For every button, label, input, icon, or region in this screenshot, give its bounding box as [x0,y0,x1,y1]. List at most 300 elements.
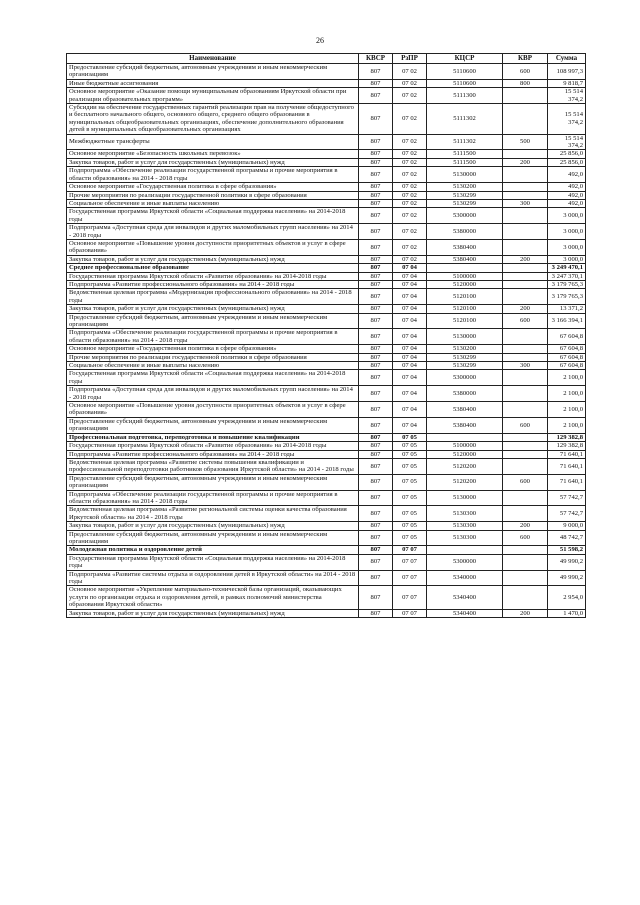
cell-kvsr: 807 [359,167,393,183]
header-name: Наименование [67,54,359,64]
table-row [67,313,586,329]
cell-kvr: 200 [503,609,548,617]
cell-kvr: 600 [503,64,548,80]
cell-name: Подпрограмма «Обеспечение реализации государственной программы и прочие мероприятия в области образования» на 2014 - 2018 годы [67,490,359,506]
cell-sum: 67 604,8 [548,345,586,353]
cell-kcsr: 5110600 [427,79,503,87]
cell-kcsr: 5120200 [427,458,503,474]
cell-sum: 25 856,0 [548,158,586,166]
cell-sum: 1 470,0 [548,609,586,617]
cell-rzpr: 07 02 [393,199,427,207]
table-row [67,88,586,104]
cell-sum: 3 247 370,1 [548,272,586,280]
cell-kvsr: 807 [359,570,393,586]
cell-kcsr: 5111500 [427,150,503,158]
cell-kvsr: 807 [359,386,393,402]
cell-sum: 57 742,7 [548,506,586,522]
cell-kcsr: 5100000 [427,272,503,280]
cell-kvsr: 807 [359,224,393,240]
cell-name: Государственная программа Иркутской области «Социальная поддержка населения» на 2014-2018 годы [67,208,359,224]
cell-kcsr: 5130299 [427,362,503,370]
cell-kvr [503,289,548,305]
cell-kcsr: 5380400 [427,255,503,263]
cell-rzpr: 07 04 [393,353,427,361]
cell-rzpr: 07 02 [393,88,427,104]
table-row [67,433,586,441]
cell-kvsr: 807 [359,490,393,506]
cell-kvr [503,345,548,353]
cell-sum: 3 179 765,3 [548,280,586,288]
table-row [67,442,586,450]
cell-name: Молодежная политика и оздоровление детей [67,546,359,554]
cell-kvr [503,88,548,104]
cell-name: Профессиональная подготовка, переподготовка и повышение квалификации [67,433,359,441]
cell-kvr [503,208,548,224]
cell-kvsr: 807 [359,239,393,255]
cell-name: Основное мероприятие «Повышение уровня доступности приоритетных объектов и услуг в сфере образования» [67,402,359,418]
cell-rzpr: 07 04 [393,272,427,280]
cell-kvr [503,224,548,240]
cell-rzpr: 07 05 [393,474,427,490]
cell-rzpr: 07 05 [393,450,427,458]
cell-kvsr: 807 [359,150,393,158]
cell-kvsr: 807 [359,183,393,191]
table-row [67,239,586,255]
cell-kcsr: 5130299 [427,191,503,199]
cell-name: Закупка товаров, работ и услуг для государственных (муниципальных) нужд [67,158,359,166]
cell-sum: 3 000,0 [548,255,586,263]
table-row [67,474,586,490]
cell-kvsr: 807 [359,609,393,617]
cell-name: Ведомственная целевая программа «Развитие системы повышения квалификации и профессиональной переподготовки работников образования Иркутской области» на 2014 - 2018 годы [67,458,359,474]
cell-kcsr: 5380000 [427,224,503,240]
cell-kvsr: 807 [359,442,393,450]
cell-name: Прочие мероприятия по реализации государственной политики в сфере образования [67,191,359,199]
cell-kvsr: 807 [359,313,393,329]
table-row [67,554,586,570]
cell-name: Предоставление субсидий бюджетным, автономным учреждениям и иным некоммерческим организациям [67,530,359,546]
cell-kvr [503,264,548,272]
page-number: 26 [316,36,324,45]
cell-sum: 2 100,0 [548,402,586,418]
cell-kvr [503,280,548,288]
cell-rzpr: 07 04 [393,305,427,313]
table-row [67,183,586,191]
cell-rzpr: 07 02 [393,255,427,263]
cell-rzpr: 07 04 [393,362,427,370]
cell-name: Подпрограмма «Обеспечение реализации государственной программы и прочие мероприятия в области образования» на 2014 - 2018 годы [67,329,359,345]
cell-rzpr: 07 07 [393,586,427,609]
cell-rzpr: 07 04 [393,345,427,353]
cell-kcsr: 5300000 [427,208,503,224]
cell-kvr [503,450,548,458]
cell-name: Ведомственная целевая программа «Развитие региональной системы оценки качества образования Иркутской области» на 2014 - 2018 годы [67,506,359,522]
cell-sum: 71 640,1 [548,474,586,490]
table-row [67,546,586,554]
cell-sum: 3 249 470,1 [548,264,586,272]
cell-kvsr: 807 [359,554,393,570]
cell-name: Предоставление субсидий бюджетным, автономным учреждениям и иным некоммерческим организациям [67,474,359,490]
cell-kvsr: 807 [359,402,393,418]
cell-sum: 15 514 374,2 [548,104,586,135]
cell-kcsr: 5130300 [427,506,503,522]
cell-rzpr: 07 04 [393,313,427,329]
cell-sum: 15 514 374,2 [548,88,586,104]
cell-kcsr: 5130300 [427,522,503,530]
cell-kvr: 600 [503,417,548,433]
cell-kvsr: 807 [359,458,393,474]
cell-kcsr: 5300000 [427,370,503,386]
cell-sum: 48 742,7 [548,530,586,546]
cell-kvr [503,554,548,570]
cell-sum: 2 100,0 [548,370,586,386]
cell-name: Среднее профессиональное образование [67,264,359,272]
table-row [67,402,586,418]
table-row [67,264,586,272]
cell-kvr: 600 [503,530,548,546]
cell-sum: 3 166 394,1 [548,313,586,329]
table-row [67,208,586,224]
cell-sum: 3 000,0 [548,208,586,224]
cell-name: Предоставление субсидий бюджетным, автономным учреждениям и иным некоммерческим организациям [67,313,359,329]
cell-kvr [503,191,548,199]
cell-kcsr: 5300000 [427,554,503,570]
table-row [67,370,586,386]
cell-rzpr: 07 02 [393,134,427,150]
cell-sum: 2 100,0 [548,417,586,433]
cell-kvsr: 807 [359,546,393,554]
cell-kcsr: 5130200 [427,345,503,353]
cell-rzpr: 07 02 [393,64,427,80]
table-header-row [67,54,586,64]
cell-kcsr: 5340400 [427,609,503,617]
cell-kvsr: 807 [359,362,393,370]
cell-kvsr: 807 [359,79,393,87]
cell-kvr [503,104,548,135]
cell-kvsr: 807 [359,506,393,522]
cell-name: Государственная программа Иркутской области «Развитие образования» на 2014-2018 годы [67,272,359,280]
cell-name: Подпрограмма «Доступная среда для инвалидов и других маломобильных групп населения» на 2014 - 2018 годы [67,224,359,240]
cell-rzpr: 07 02 [393,167,427,183]
table-row [67,345,586,353]
cell-kvr [503,546,548,554]
cell-kvr [503,167,548,183]
table-row [67,362,586,370]
cell-kcsr: 5120000 [427,450,503,458]
cell-kvr [503,586,548,609]
cell-rzpr: 07 05 [393,458,427,474]
table-row [67,104,586,135]
cell-sum: 2 100,0 [548,386,586,402]
cell-kvsr: 807 [359,474,393,490]
cell-sum: 492,0 [548,191,586,199]
cell-rzpr: 07 04 [393,264,427,272]
cell-kvr: 500 [503,134,548,150]
cell-kcsr: 5380000 [427,386,503,402]
cell-kvr: 200 [503,158,548,166]
table-row [67,586,586,609]
cell-sum: 13 371,2 [548,305,586,313]
cell-kvsr: 807 [359,134,393,150]
cell-name: Подпрограмма «Развитие профессионального образования» на 2014 - 2018 годы [67,280,359,288]
cell-kvr [503,239,548,255]
cell-kvsr: 807 [359,104,393,135]
cell-name: Прочие мероприятия по реализации государственной политики в сфере образования [67,353,359,361]
cell-kcsr: 5111302 [427,104,503,135]
cell-kcsr: 5120100 [427,313,503,329]
table-row [67,386,586,402]
cell-sum: 3 179 765,3 [548,289,586,305]
cell-rzpr: 07 02 [393,104,427,135]
cell-rzpr: 07 04 [393,329,427,345]
cell-name: Подпрограмма «Доступная среда для инвалидов и других маломобильных групп населения» на 2014 - 2018 годы [67,386,359,402]
cell-name: Основное мероприятие «Государственная политика в сфере образования» [67,183,359,191]
table-row [67,280,586,288]
cell-rzpr: 07 02 [393,224,427,240]
cell-kcsr: 5130000 [427,167,503,183]
cell-kvsr: 807 [359,370,393,386]
table-row [67,458,586,474]
cell-kvsr: 807 [359,305,393,313]
cell-kvsr: 807 [359,450,393,458]
cell-kvsr: 807 [359,329,393,345]
cell-kvsr: 807 [359,208,393,224]
table-row [67,167,586,183]
cell-name: Закупка товаров, работ и услуг для государственных (муниципальных) нужд [67,522,359,530]
cell-name: Подпрограмма «Развитие системы отдыха и оздоровления детей в Иркутской области» на 2014 - 2018 годы [67,570,359,586]
cell-kcsr: 5120100 [427,305,503,313]
cell-rzpr: 07 05 [393,442,427,450]
cell-sum: 51 598,2 [548,546,586,554]
table-row [67,570,586,586]
cell-kcsr [427,546,503,554]
cell-kvsr: 807 [359,272,393,280]
table-row [67,255,586,263]
cell-kvsr: 807 [359,433,393,441]
cell-kvr [503,506,548,522]
cell-rzpr: 07 05 [393,506,427,522]
cell-sum: 492,0 [548,183,586,191]
cell-name: Основное мероприятие «Повышение уровня доступности приоритетных объектов и услуг в сфере образования» [67,239,359,255]
cell-kvr: 200 [503,305,548,313]
cell-kcsr: 5130200 [427,183,503,191]
table-row [67,134,586,150]
table-row [67,522,586,530]
cell-rzpr: 07 07 [393,609,427,617]
table-row [67,158,586,166]
cell-sum: 67 604,8 [548,353,586,361]
cell-sum: 15 514 374,2 [548,134,586,150]
table-row [67,272,586,280]
cell-name: Закупка товаров, работ и услуг для государственных (муниципальных) нужд [67,255,359,263]
cell-kcsr: 5340000 [427,570,503,586]
cell-kvr [503,353,548,361]
cell-rzpr: 07 05 [393,490,427,506]
cell-sum: 492,0 [548,199,586,207]
header-kvr: КВР [503,54,548,64]
cell-rzpr: 07 04 [393,370,427,386]
cell-kvr [503,570,548,586]
cell-name: Закупка товаров, работ и услуг для государственных (муниципальных) нужд [67,305,359,313]
cell-kcsr: 5100000 [427,442,503,450]
cell-sum: 2 954,0 [548,586,586,609]
cell-kvsr: 807 [359,530,393,546]
cell-sum: 3 000,0 [548,239,586,255]
cell-sum: 129 382,8 [548,433,586,441]
cell-sum: 49 990,2 [548,554,586,570]
cell-kvsr: 807 [359,586,393,609]
cell-name: Основное мероприятие «Оказание помощи муниципальным образованиям Иркутской области при реализации образовательных программ» [67,88,359,104]
table-row [67,191,586,199]
cell-kvr: 600 [503,313,548,329]
cell-name: Основное мероприятие «Безопасность школьных перевозок» [67,150,359,158]
cell-name: Предоставление субсидий бюджетным, автономным учреждениям и иным некоммерческим организациям [67,64,359,80]
table-row [67,353,586,361]
cell-kvr [503,458,548,474]
table-row [67,305,586,313]
table-row [67,79,586,87]
cell-rzpr: 07 04 [393,280,427,288]
table-row [67,490,586,506]
cell-kvsr: 807 [359,158,393,166]
cell-name: Субсидии на обеспечение государственных гарантий реализации прав на получение общедоступного и бесплатного начального общего, основного общего, среднего общего образования в муниципальных общеобразовательных организациях, обеспечение дополнительного образования детей в муниципальных общеобразовательных организациях [67,104,359,135]
cell-kvr [503,386,548,402]
cell-sum: 9 000,0 [548,522,586,530]
cell-kvr [503,272,548,280]
cell-name: Ведомственная целевая программа «Модернизация профессионального образования» на 2014 - 2018 годы [67,289,359,305]
cell-kcsr: 5380400 [427,417,503,433]
cell-kvsr: 807 [359,191,393,199]
cell-name: Государственная программа Иркутской области «Социальная поддержка населения» на 2014-2018 годы [67,554,359,570]
cell-name: Закупка товаров, работ и услуг для государственных (муниципальных) нужд [67,609,359,617]
table-row [67,506,586,522]
cell-sum: 71 640,1 [548,450,586,458]
cell-rzpr: 07 02 [393,208,427,224]
cell-sum: 67 604,8 [548,329,586,345]
cell-kvr [503,370,548,386]
cell-sum: 67 604,8 [548,362,586,370]
cell-name: Социальное обеспечение и иные выплаты населению [67,362,359,370]
cell-kcsr: 5110600 [427,64,503,80]
cell-kvr: 200 [503,522,548,530]
cell-name: Иные бюджетные ассигнования [67,79,359,87]
cell-kvsr: 807 [359,522,393,530]
cell-sum: 71 640,1 [548,458,586,474]
cell-kvsr: 807 [359,417,393,433]
cell-kvsr: 807 [359,64,393,80]
cell-rzpr: 07 02 [393,79,427,87]
table-row [67,199,586,207]
cell-kcsr: 5120000 [427,280,503,288]
cell-kvr: 300 [503,362,548,370]
cell-kvsr: 807 [359,345,393,353]
table-row [67,289,586,305]
cell-kcsr: 5380400 [427,239,503,255]
cell-rzpr: 07 05 [393,433,427,441]
cell-kcsr: 5120100 [427,289,503,305]
cell-sum: 9 818,7 [548,79,586,87]
cell-rzpr: 07 07 [393,554,427,570]
table-row [67,530,586,546]
cell-name: Государственная программа Иркутской области «Развитие образования» на 2014-2018 годы [67,442,359,450]
budget-table [66,53,586,618]
cell-kcsr: 5130300 [427,530,503,546]
header-kvsr: КВСР [359,54,393,64]
cell-kvsr: 807 [359,255,393,263]
cell-kvr: 200 [503,255,548,263]
cell-kcsr [427,264,503,272]
table-row [67,609,586,617]
table-row [67,450,586,458]
cell-name: Основное мероприятие «Укрепление материально-технической базы организаций, оказывающих услуги по организации отдыха и оздоровления детей, в рамках полномочий министерства образования Иркутской области» [67,586,359,609]
cell-sum: 49 990,2 [548,570,586,586]
cell-rzpr: 07 05 [393,522,427,530]
cell-kvr: 800 [503,79,548,87]
cell-kvr [503,442,548,450]
cell-kvr [503,433,548,441]
cell-kvr [503,150,548,158]
cell-rzpr: 07 04 [393,402,427,418]
cell-kvsr: 807 [359,264,393,272]
cell-name: Государственная программа Иркутской области «Социальная поддержка населения» на 2014-2018 годы [67,370,359,386]
cell-sum: 108 997,3 [548,64,586,80]
cell-kvsr: 807 [359,280,393,288]
cell-name: Основное мероприятие «Государственная политика в сфере образования» [67,345,359,353]
cell-kcsr: 5111300 [427,88,503,104]
table-row [67,329,586,345]
cell-sum: 492,0 [548,167,586,183]
cell-rzpr: 07 02 [393,150,427,158]
cell-kvsr: 807 [359,353,393,361]
cell-rzpr: 07 02 [393,239,427,255]
cell-rzpr: 07 04 [393,289,427,305]
header-sum: Сумма [548,54,586,64]
table-row [67,417,586,433]
cell-kcsr: 5130000 [427,329,503,345]
cell-rzpr: 07 02 [393,158,427,166]
cell-name: Предоставление субсидий бюджетным, автономным учреждениям и иным некоммерческим организациям [67,417,359,433]
cell-rzpr: 07 07 [393,570,427,586]
cell-kvr: 600 [503,474,548,490]
table-row [67,150,586,158]
cell-kvsr: 807 [359,88,393,104]
cell-kcsr [427,433,503,441]
cell-name: Подпрограмма «Обеспечение реализации государственной программы и прочие мероприятия в области образования» на 2014 - 2018 годы [67,167,359,183]
cell-kvr [503,402,548,418]
cell-name: Социальное обеспечение и иные выплаты населению [67,199,359,207]
cell-rzpr: 07 07 [393,546,427,554]
cell-sum: 57 742,7 [548,490,586,506]
cell-kvsr: 807 [359,289,393,305]
cell-rzpr: 07 02 [393,183,427,191]
cell-sum: 129 382,8 [548,442,586,450]
cell-kcsr: 5130299 [427,199,503,207]
header-rzpr: РзПР [393,54,427,64]
cell-kcsr: 5120200 [427,474,503,490]
cell-rzpr: 07 04 [393,417,427,433]
cell-rzpr: 07 05 [393,530,427,546]
cell-rzpr: 07 04 [393,386,427,402]
cell-kvr [503,183,548,191]
cell-sum: 25 856,0 [548,150,586,158]
table-row [67,224,586,240]
cell-kcsr: 5130299 [427,353,503,361]
header-kcsr: КЦСР [427,54,503,64]
cell-rzpr: 07 02 [393,191,427,199]
cell-name: Межбюджетные трансферты [67,134,359,150]
cell-kvsr: 807 [359,199,393,207]
cell-sum: 3 000,0 [548,224,586,240]
